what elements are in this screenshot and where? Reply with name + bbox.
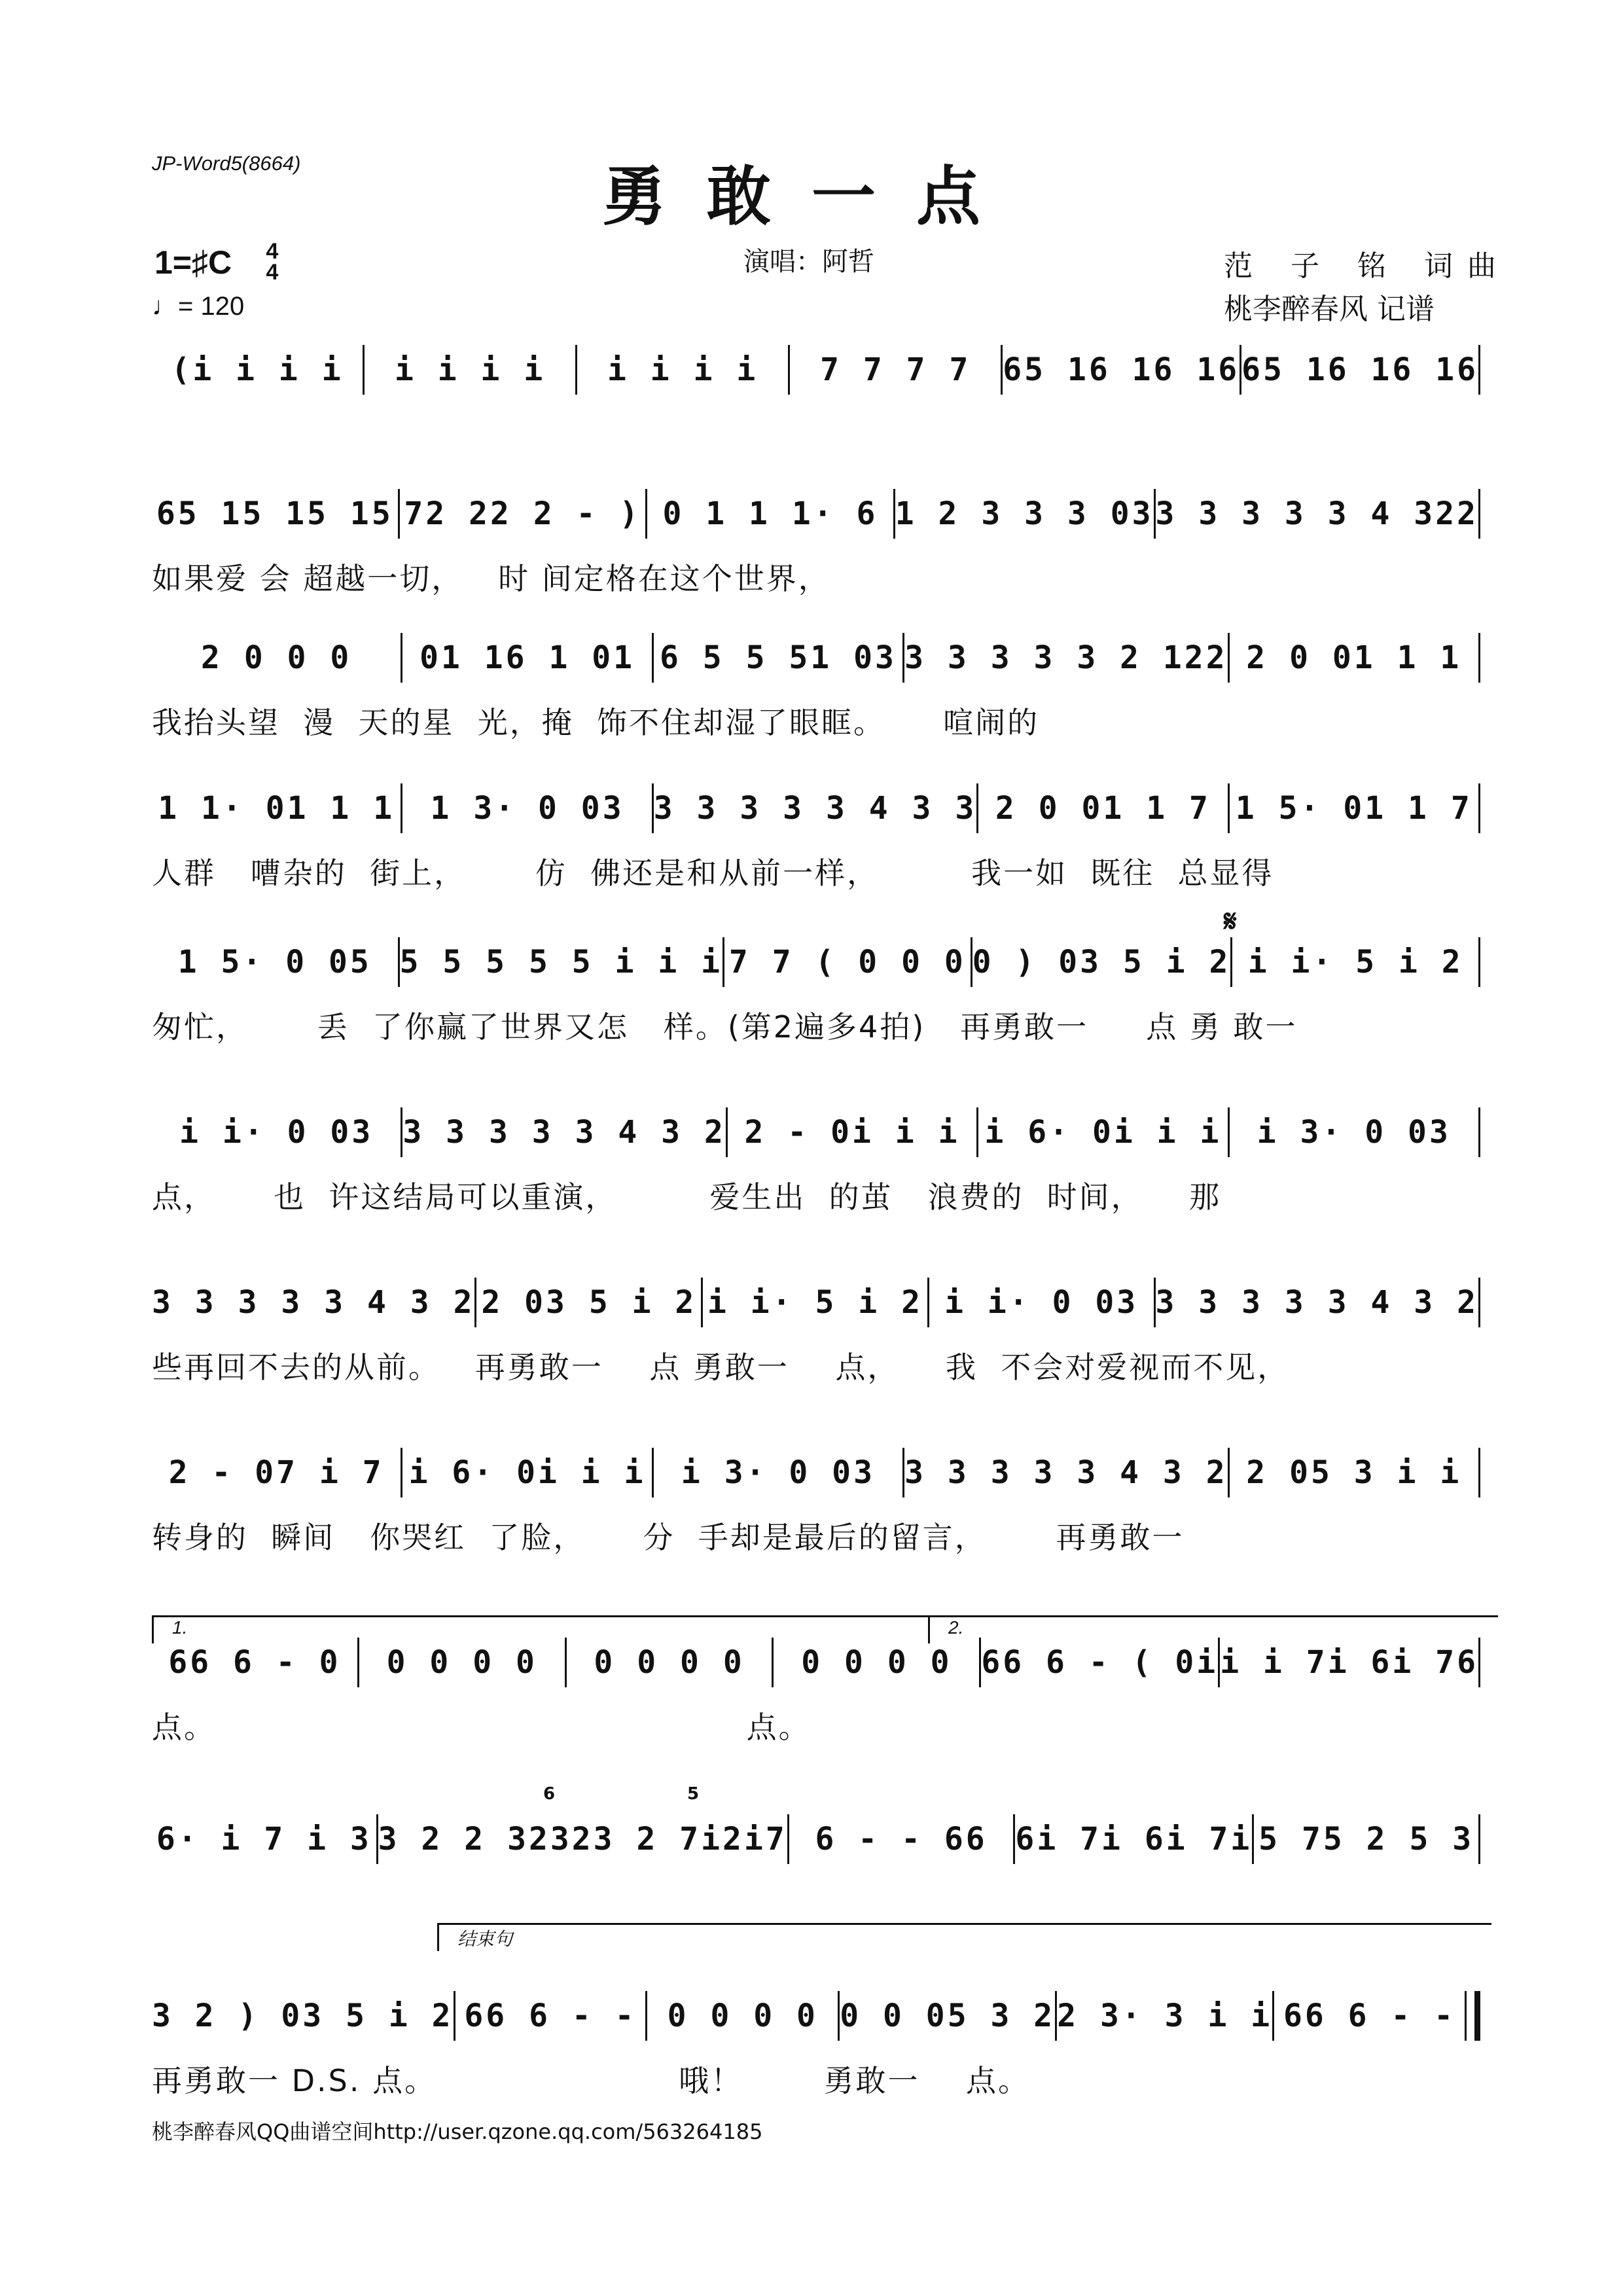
notes-row xyxy=(152,933,1480,992)
notes-row xyxy=(152,1103,1480,1162)
barline xyxy=(1478,783,1480,833)
measure: i i 7i 6i 76 xyxy=(1220,1644,1478,1681)
barline xyxy=(1478,937,1480,987)
lyrics-line: 再勇敢一 D.S. 点。 哦！ 勇敢一 点。 xyxy=(152,2063,1031,2098)
barline xyxy=(1478,345,1480,395)
measure: 2 05 3 i i xyxy=(1246,1454,1462,1491)
measure: 0 0 0 0 xyxy=(386,1644,537,1681)
coda-bracket xyxy=(437,1923,1491,1951)
song-title: 勇敢一点 xyxy=(601,159,1021,234)
barline xyxy=(1465,1991,1480,2041)
footer-link: 桃李醉春风QQ曲谱空间http://user.qzone.qq.com/563264185 xyxy=(152,2119,763,2144)
measure: 65 15 15 15 xyxy=(156,495,393,532)
measure: 6· i 7 i 3 xyxy=(156,1821,372,1857)
measure: 0 1 1 1· 6 xyxy=(662,495,878,532)
measure: 1 5· 0 05 xyxy=(177,944,372,980)
coda-label: 结束句 xyxy=(457,1929,513,1949)
lyrics-line: 人群 嘈杂的 街上， 仿 佛还是和从前一样， 我一如 既往 总显得 xyxy=(152,855,1274,891)
measure: 7 7 7 7 xyxy=(820,351,971,388)
measure: 5 5 5 5 5 i i i xyxy=(399,944,723,980)
measure: 0 0 0 0 xyxy=(594,1644,745,1681)
staff-system xyxy=(152,779,1480,890)
notes-row xyxy=(152,779,1480,838)
notes-row xyxy=(152,1810,1480,1869)
lyrics-line: 点。 点。 xyxy=(152,1710,811,1745)
measure: 2 0 01 1 1 xyxy=(1246,639,1462,676)
measure: 3 3 3 3 3 4 3 2 xyxy=(402,1114,726,1151)
measure: 3 3 3 3 3 4 3 2 xyxy=(152,1284,475,1321)
staff-system xyxy=(152,1810,1480,1921)
singer-credit: 演唱：阿哲 xyxy=(743,247,874,277)
measure: 1 1· 01 1 1 xyxy=(158,790,395,827)
measure: 3 3 3 3 3 4 3 3 xyxy=(653,790,977,827)
measure: 3 3 3 3 3 2 122 xyxy=(904,639,1228,676)
staff-system xyxy=(152,1443,1480,1554)
volta-2-label: 2. xyxy=(948,1617,964,1638)
composer-credit: 范 子 铭 词曲 xyxy=(1224,249,1510,283)
lyrics-line: 我抬头望 漫 天的星 光，掩 饰不住却湿了眼眶。 喧闹的 xyxy=(152,705,1040,740)
measure: i i· 5 i 2 xyxy=(707,1284,923,1321)
staff-system xyxy=(152,340,1480,452)
measure: 2 - 07 i 7 xyxy=(168,1454,384,1491)
measure: 3 3 3 3 3 4 3 2 xyxy=(1155,1284,1478,1321)
measure: i 6· 0i i i xyxy=(984,1114,1222,1151)
measure: 2 0 0 0 xyxy=(201,639,352,676)
measure: 65 16 16 16 xyxy=(1241,351,1479,388)
measure: i i· 5 i 2 xyxy=(1247,944,1463,980)
barline xyxy=(1478,1278,1480,1327)
measure: 0 ) 03 5 i 2 xyxy=(972,944,1231,980)
staff-system xyxy=(152,628,1480,740)
notes-row xyxy=(152,1273,1480,1332)
notes-row xyxy=(152,340,1480,399)
measure: 0 0 05 3 2 xyxy=(840,1998,1056,2034)
measure: 5 75 2 5 3 xyxy=(1258,1821,1474,1857)
measure: 1 3· 0 03 xyxy=(430,790,624,827)
lyrics-line: 点， 也 许这结局可以重演， 爱生出 的茧 浪费的 时间， 那 xyxy=(152,1179,1222,1215)
lyrics-line: 如果爱 会 超越一切， 时 间定格在这个世界， xyxy=(152,561,830,596)
measure: 65 16 16 16 xyxy=(1003,351,1240,388)
notes-row xyxy=(152,1443,1480,1502)
measure: 3 2 2 32323 2 7i2i7 xyxy=(378,1821,787,1857)
notes-row xyxy=(152,484,1480,543)
measure: 3 3 3 3 3 4 322 xyxy=(1155,495,1478,532)
notes-row xyxy=(152,1986,1480,2045)
transcriber-credit: 桃李醉春风 记谱 xyxy=(1224,293,1435,326)
staff-system xyxy=(152,1273,1480,1384)
time-bottom: 4 xyxy=(266,260,279,285)
time-signature xyxy=(259,241,285,283)
barline xyxy=(1478,1107,1480,1157)
measure: 66 6 - - xyxy=(1283,1998,1456,2034)
measure: 6i 7i 6i 7i xyxy=(1015,1821,1253,1857)
measure: 7 7 ( 0 0 0 xyxy=(728,944,966,980)
measure: 2 0 01 1 7 xyxy=(995,790,1211,827)
measure: 0 0 0 0 xyxy=(801,1644,952,1681)
measure: 2 3· 3 i i xyxy=(1057,1998,1273,2034)
measure: i i· 0 03 xyxy=(179,1114,374,1151)
tempo-marking: ♩= 120 xyxy=(152,292,245,321)
measure: 66 6 - 0 xyxy=(168,1644,341,1681)
triplet-5-mark: 5 xyxy=(687,1784,700,1804)
measure: 66 6 - ( 0i xyxy=(981,1644,1219,1681)
measure: i i i i xyxy=(394,351,546,388)
time-top: 4 xyxy=(266,239,279,264)
lyrics-line: 些再回不去的从前。 再勇敢一 点 勇敢一 点， 我 不会对爱视而不见， xyxy=(152,1350,1290,1385)
measure: 66 6 - - xyxy=(464,1998,637,2034)
key-signature: 1=♯C xyxy=(154,244,232,281)
staff-system xyxy=(152,1986,1480,2098)
volta-2 xyxy=(928,1615,1498,1643)
measure: 1 5· 01 1 7 xyxy=(1235,790,1472,827)
measure: i 6· 0i i i xyxy=(408,1454,646,1491)
staff-system xyxy=(152,1103,1480,1214)
measure: 2 03 5 i 2 xyxy=(481,1284,697,1321)
staff-system xyxy=(152,484,1480,596)
measure: (i i i i xyxy=(171,351,344,388)
barline xyxy=(1478,1814,1480,1864)
staff-system xyxy=(152,1633,1480,1744)
barline xyxy=(1478,1448,1480,1498)
software-label: JP-Word5(8664) xyxy=(152,152,301,175)
staff-system xyxy=(152,933,1480,1044)
measure: 6 5 5 51 03 xyxy=(659,639,897,676)
lyrics-line: 转身的 瞬间 你哭红 了脸， 分 手却是最后的留言， 再勇敢一 xyxy=(152,1520,1185,1555)
notes-row xyxy=(152,628,1480,687)
measure: 1 2 3 3 3 03 xyxy=(895,495,1154,532)
measure: i i i i xyxy=(607,351,758,388)
measure: 72 22 2 - ) xyxy=(404,495,641,532)
triplet-6-mark: 6 xyxy=(543,1784,556,1804)
measure: 2 - 0i i i xyxy=(744,1114,960,1151)
measure: 01 16 1 01 xyxy=(419,639,635,676)
measure: 6 - - 66 xyxy=(815,1821,988,1857)
lyrics-line: 匆忙， 丢 了你赢了世界又怎 样。(第2遍多4拍) 再勇敢一 点 勇 敢一 xyxy=(152,1009,1298,1045)
segno-sign: 𝄋 xyxy=(1224,903,1237,939)
measure: 0 0 0 0 xyxy=(667,1998,818,2034)
measure: i 3· 0 03 xyxy=(681,1454,875,1491)
measure: 3 2 ) 03 5 i 2 xyxy=(152,1998,454,2034)
volta-1 xyxy=(152,1615,931,1643)
barline xyxy=(1478,489,1480,539)
measure: i i· 0 03 xyxy=(944,1284,1139,1321)
barline xyxy=(1478,633,1480,683)
barline xyxy=(1478,1638,1480,1687)
measure: i 3· 0 03 xyxy=(1257,1114,1451,1151)
measure: 3 3 3 3 3 4 3 2 xyxy=(904,1454,1228,1491)
volta-1-label: 1. xyxy=(172,1617,188,1638)
